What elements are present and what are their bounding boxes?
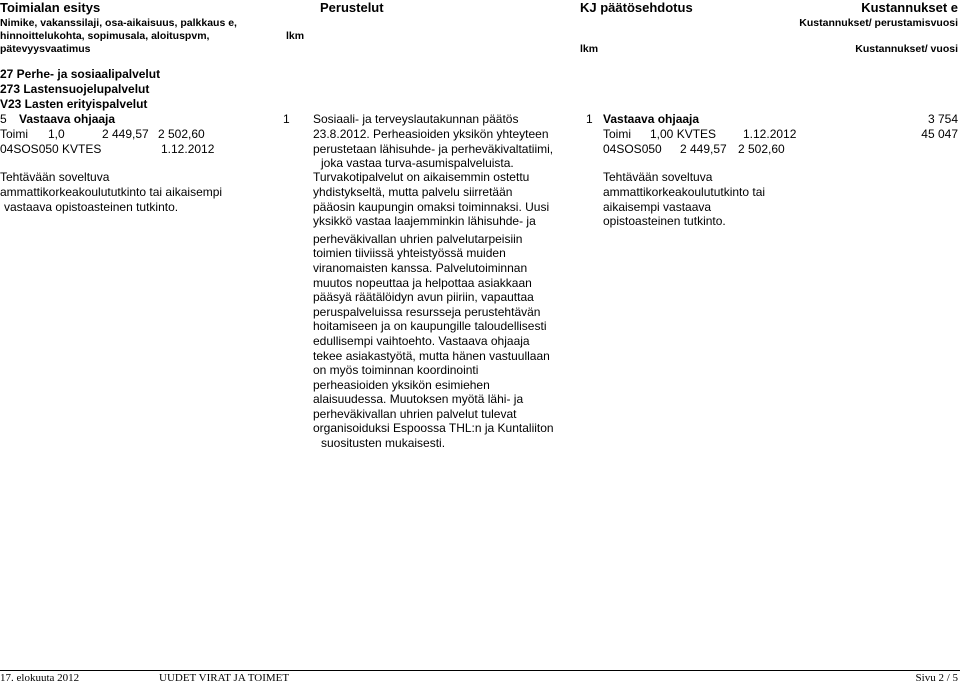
mid-p3-line-12: alaisuudessa. Muutoksen myötä lähi- ja <box>313 392 524 406</box>
mid-p3-line-8: edullisempi vaihtoehto. Vastaava ohjaaja <box>313 334 530 348</box>
left-row2-d: 2 502,60 <box>158 127 205 141</box>
header-col1-title: Toimialan esitys <box>0 0 101 15</box>
mid-p3-line-3: viranomaisten kanssa. Palvelutoiminnan <box>313 261 528 275</box>
header-col3-sub: lkm <box>580 43 599 55</box>
left-position-title: Vastaava ohjaaja <box>19 112 116 126</box>
header-col1-sub-1: Nimike, vakanssilaji, osa-aikaisuus, palkkaus e, <box>0 17 237 29</box>
cost-start-year: 3 754 <box>927 112 958 126</box>
right-row2-a: Toimi <box>603 127 632 141</box>
left-row3-a: 04SOS050 KVTES <box>0 142 102 156</box>
table-header <box>0 0 960 58</box>
header-col3-title: KJ päätösehdotus <box>580 0 693 15</box>
left-row3-b: 1.12.2012 <box>161 142 215 156</box>
mid-p3-line-6: peruspalveluissa resursseja perustehtävän <box>313 305 541 319</box>
left-row2-b: 1,0 <box>48 127 65 141</box>
mid-p3-line-2: toimien tiiviissä yhteistyössä muiden <box>313 246 506 260</box>
mid-p3-line-11: perheasioiden yksikön esimiehen <box>313 378 490 392</box>
header-col4-sub-1: Kustannukset/ perustamisvuosi <box>799 17 958 29</box>
mid-p1-line-2: 23.8.2012. Perheasioiden yksikön yhteyteen <box>313 127 549 141</box>
mid-p2-line-2: yhdistykseltä, mutta palvelu siirretään <box>313 185 513 199</box>
mid-p3-line-15: suositusten mukaisesti. <box>321 436 446 450</box>
left-qual-2: ammattikorkeakoulututkinto tai aikaisempi <box>0 185 223 199</box>
right-position-title: Vastaava ohjaaja <box>603 112 700 126</box>
left-count: 1 <box>283 112 290 126</box>
right-qual-4: opistoasteinen tutkinto. <box>603 214 726 228</box>
mid-p3-line-5: pääsyä räätälöidyn avun piiriin, vapauttaa <box>313 290 534 304</box>
mid-p3-line-7: hoitamiseen ja on kaupungille taloudellisesti <box>313 319 547 333</box>
section-heading-3: V23 Lasten erityispalvelut <box>0 97 148 111</box>
mid-p3-line-9: tekee asiakastyötä, mutta hänen vastuullaan <box>313 349 550 363</box>
header-col4-sub-2: Kustannukset/ vuosi <box>855 43 958 55</box>
left-number: 5 <box>0 112 7 126</box>
mid-p1-line-4: joka vastaa turva-asumispalveluista. <box>321 156 514 170</box>
footer-rule <box>0 670 960 671</box>
footer-title: UUDET VIRAT JA TOIMET <box>159 672 290 684</box>
header-col1-sub-2: hinnoittelukohta, sopimusala, aloituspvm, <box>0 30 210 42</box>
right-row2-c: 1.12.2012 <box>743 127 797 141</box>
mid-p3-line-14: organisoiduksi Espoossa THL:n ja Kuntaliiton <box>313 421 554 435</box>
footer-date: 17. elokuuta 2012 <box>0 672 80 684</box>
section-heading-1: 27 Perhe- ja sosiaalipalvelut <box>0 67 161 81</box>
mid-p1-line-1: Sosiaali- ja terveyslautakunnan päätös <box>313 112 519 126</box>
right-row2-b: 1,00 KVTES <box>650 127 717 141</box>
left-row2-c: 2 449,57 <box>102 127 149 141</box>
right-qual-1: Tehtävään soveltuva <box>603 170 713 184</box>
mid-p3-line-4: muutos nopeuttaa ja helpottaa asiakkaan <box>313 276 532 290</box>
left-qual-1: Tehtävään soveltuva <box>0 170 110 184</box>
right-count: 1 <box>586 112 593 126</box>
header-col4-title: Kustannukset e <box>861 0 958 15</box>
right-row3-c: 2 502,60 <box>738 142 785 156</box>
mid-p3-line-13: perheväkivallan uhrien palvelut tulevat <box>313 407 517 421</box>
right-row3-a: 04SOS050 <box>603 142 662 156</box>
left-qual-3: vastaava opistoasteinen tutkinto. <box>4 200 179 214</box>
cost-per-year: 45 047 <box>921 127 958 141</box>
section-heading-2: 273 Lastensuojelupalvelut <box>0 82 150 96</box>
mid-p2-line-3: pääosin kaupungin omaksi toiminnaksi. Uusi <box>313 200 550 214</box>
header-col2-sub: lkm <box>286 30 305 42</box>
mid-p1-line-3: perustetaan lähisuhde- ja perheväkivaltatiimi, <box>313 142 554 156</box>
mid-p3-line-10: on myös toiminnan koordinointi <box>313 363 479 377</box>
mid-p3-line-1: perheväkivallan uhrien palvelutarpeisiin <box>313 232 523 246</box>
mid-p2-line-4: yksikkö vastaa laajemminkin lähisuhde- ja <box>313 214 536 228</box>
left-row2-a: Toimi <box>0 127 29 141</box>
right-row3-b: 2 449,57 <box>680 142 727 156</box>
footer-page: Sivu 2 / 5 <box>915 672 958 684</box>
mid-p2-line-1: Turvakotipalvelut on aikaisemmin ostettu <box>313 170 530 184</box>
right-qual-3: aikaisempi vastaava <box>603 200 712 214</box>
header-col2-title: Perustelut <box>320 0 384 15</box>
header-col1-sub-3: pätevyysvaatimus <box>0 43 91 55</box>
right-qual-2: ammattikorkeakoulututkinto tai <box>603 185 766 199</box>
